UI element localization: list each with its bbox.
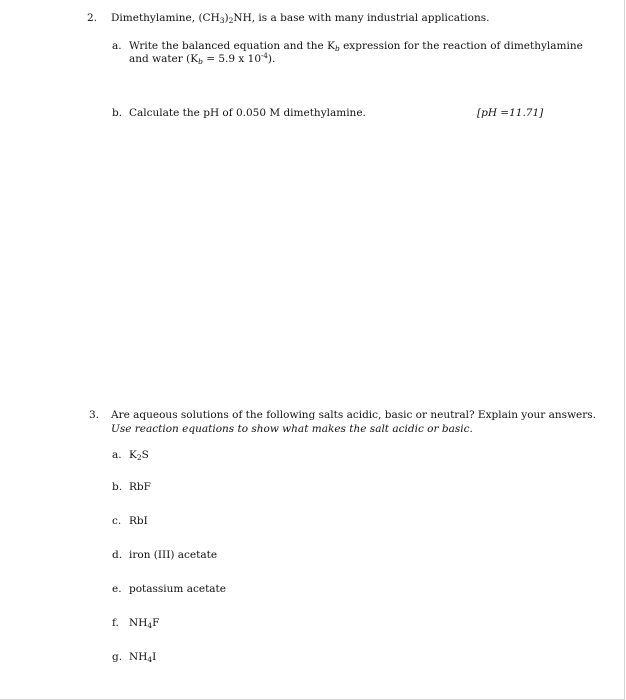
question-3-item: c. [112,515,122,527]
question-3-stem: Are aqueous solutions of the following salts acidic, basic or neutral? Explain your answers. [111,409,597,421]
question-3-item-text: RbF [129,481,151,493]
question-3-item-text: iron (III) acetate [129,549,218,561]
question-3-item: g. [112,651,123,663]
question-2-number: 2. [87,12,98,24]
question-3-item: b. [112,481,123,493]
question-2a-letter: a. [112,40,122,52]
question-3-item-text: RbI [129,515,148,527]
question-3-item-text: $NH_4I$ [129,651,157,664]
question-3-item-text: $K_2S$ [129,449,149,462]
question-2b-letter: b. [112,107,123,119]
question-2b-answer: [pH =11.71] [477,107,544,119]
question-3-instruction: Use reaction equations to show what makes the salt acidic or basic. [111,423,473,435]
question-3-item: a. [112,449,122,461]
question-3-item-text: potassium acetate [129,583,226,595]
question-2a-line2: and water (Kb = 5.9 x $10^{-4}$). [129,52,276,66]
question-3-item-text: $NH_4F$ [129,617,160,630]
question-3-item: f. [112,617,119,629]
question-2b-text: Calculate the pH of 0.050 M dimethylamine. [129,107,366,119]
question-3-item: d. [112,549,123,561]
question-2-stem: Dimethylamine, $(CH_3)_2NH$, is a base with many industrial applications. [111,12,490,25]
question-3-number: 3. [89,409,100,421]
question-2a-line1: Write the balanced equation and the Kb expression for the reaction of dimethylamine [129,40,583,53]
question-3-item: e. [112,583,122,595]
